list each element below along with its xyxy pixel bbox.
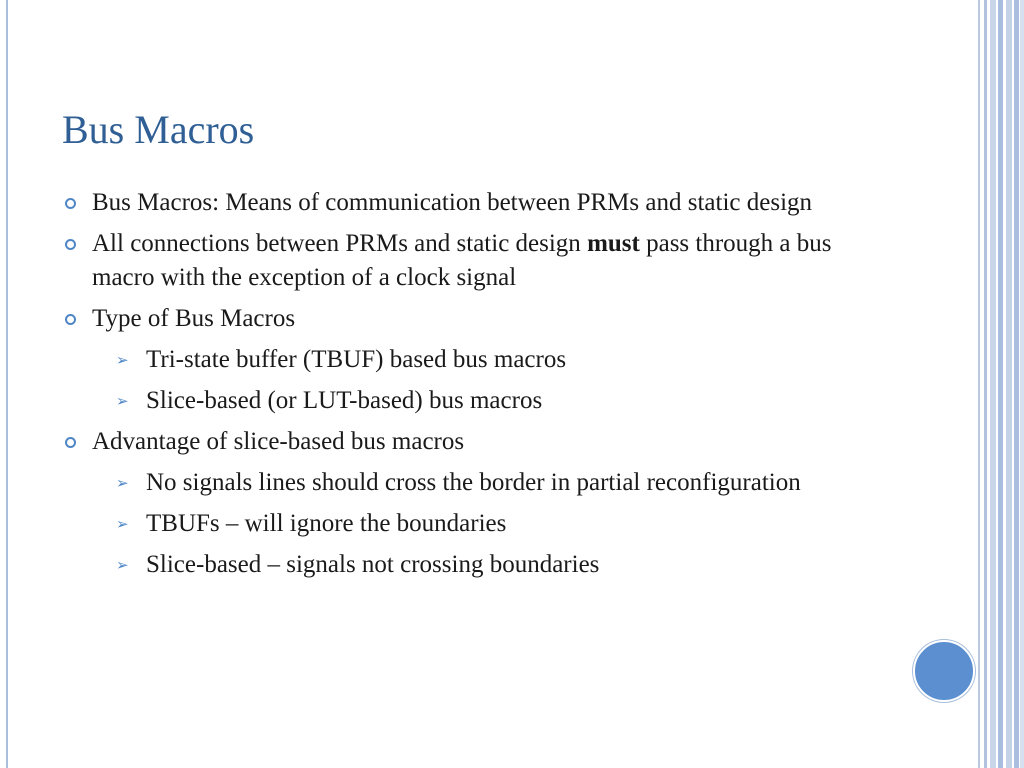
circle-bullet-icon (65, 437, 76, 448)
bullet-list (62, 186, 892, 589)
arrowhead-bullet-icon: ➢ (116, 515, 129, 533)
circle-bullet-icon (65, 239, 76, 250)
sub-bullet-text: TBUFs – will ignore the boundaries (146, 510, 507, 537)
arrowhead-bullet-icon: ➢ (116, 556, 129, 574)
bullet-text-emphasis: must (587, 230, 640, 257)
circle-bullet-icon (65, 198, 76, 209)
right-stripe-decoration (984, 0, 987, 768)
right-stripe-decoration (990, 0, 996, 768)
sub-bullet-text: Slice-based (or LUT-based) bus macros (146, 387, 543, 414)
right-stripe-decoration (1020, 0, 1024, 768)
right-stripe-decoration (1006, 0, 1012, 768)
arrowhead-bullet-icon: ➢ (116, 474, 129, 492)
sub-bullet-text: No signals lines should cross the border in partial reconfiguration (146, 469, 801, 496)
right-stripe-decoration (998, 0, 1003, 768)
sub-bullet-item (62, 466, 892, 500)
bullet-item (62, 425, 892, 459)
left-border-decoration (0, 0, 8, 768)
bullet-text: Bus Macros: Means of communication between PRMs and static design (92, 189, 813, 216)
sub-bullet-text: Slice-based – signals not crossing boundaries (146, 551, 600, 578)
bullet-text: Advantage of slice-based bus macros (92, 428, 465, 455)
right-stripe-decoration (978, 0, 980, 768)
sub-bullet-text: Tri-state buffer (TBUF) based bus macros (146, 346, 567, 373)
bullet-item (62, 227, 892, 295)
bullet-text-after: pass through a bus macro with the exception of a clock signal (92, 230, 832, 291)
right-stripe-decoration (1014, 0, 1019, 768)
bullet-text: Type of Bus Macros (92, 305, 296, 332)
bullet-item (62, 186, 892, 220)
circle-bullet-icon (65, 314, 76, 325)
sub-bullet-item (62, 384, 892, 418)
arrowhead-bullet-icon: ➢ (116, 351, 129, 369)
bullet-text-before: All connections between PRMs and static design (92, 230, 588, 257)
sub-bullet-item (62, 507, 892, 541)
sub-bullet-item (62, 343, 892, 377)
decorative-circle (913, 640, 975, 702)
slide-title: Bus Macros (62, 107, 255, 152)
bullet-item (62, 302, 892, 336)
sub-bullet-item (62, 548, 892, 582)
arrowhead-bullet-icon: ➢ (116, 392, 129, 410)
